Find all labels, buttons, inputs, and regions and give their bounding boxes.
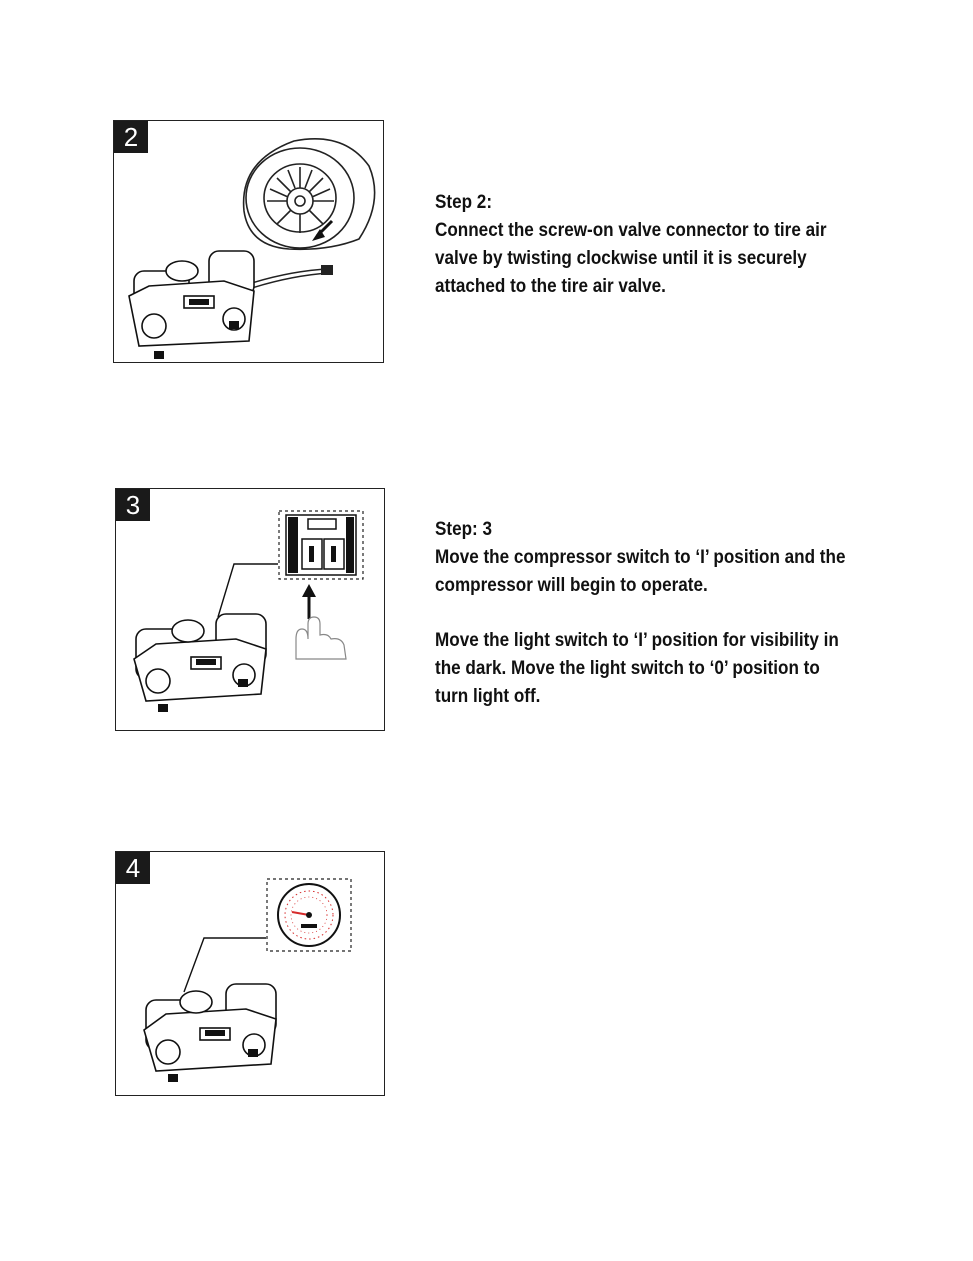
switch-press-illustration [116,489,386,732]
step-3-text [435,516,858,711]
step-heading: Step: 3 [435,519,493,540]
step-2-illustration [113,120,384,363]
step-badge: 3 [116,489,150,521]
step-badge: 2 [114,121,148,153]
step-heading: Step 2: [435,192,493,213]
step-line: turn light off. [435,686,541,707]
step-badge: 4 [116,852,150,884]
step-3-illustration [115,488,385,731]
step-2-text [435,189,858,301]
step-line: Move the light switch to ‘I’ position for visibility in [435,630,839,651]
step-line: Connect the screw-on valve connector to tire air [435,220,827,241]
tire-and-compressor-illustration [114,121,385,364]
pressure-gauge-illustration [116,852,386,1097]
step-4-illustration [115,851,385,1096]
step-line: the dark. Move the light switch to ‘0’ position to [435,658,820,679]
step-line: Move the compressor switch to ‘I’ position and the [435,547,846,568]
step-line: valve by twisting clockwise until it is securely [435,248,807,269]
step-line: compressor will begin to operate. [435,575,708,596]
step-line: attached to the tire air valve. [435,276,666,297]
